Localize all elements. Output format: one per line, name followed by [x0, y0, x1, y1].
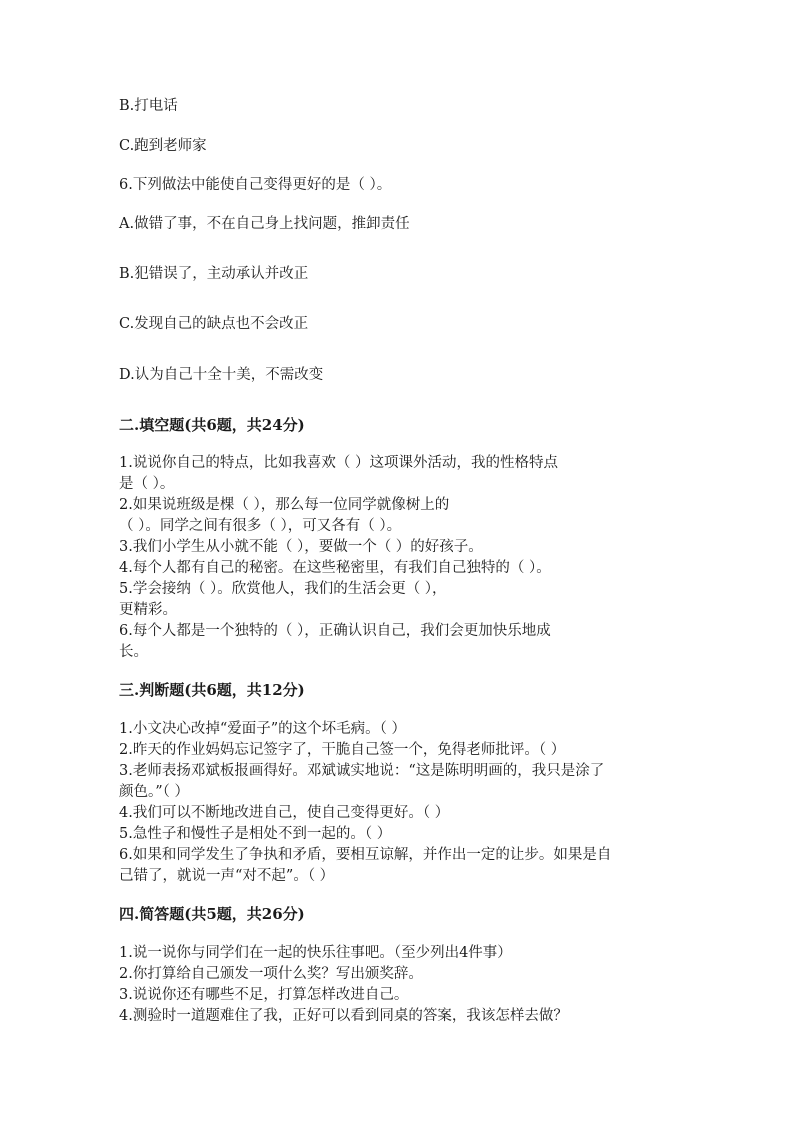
section-4-heading: 四.简答题(共5题，共26分) [119, 905, 305, 923]
s4-line: 1.说一说你与同学们在一起的快乐往事吧。（至少列出4件事） [119, 945, 512, 961]
q6-option-c: C.发现自己的缺点也不会改正 [119, 316, 309, 332]
s2-line: 3.我们小学生从小就不能（ ），要做一个（ ）的好孩子。 [119, 539, 483, 555]
s2-line: 1.说说你自己的特点，比如我喜欢（ ）这项课外活动，我的性格特点 [119, 455, 558, 471]
q5-option-b: B.打电话 [119, 98, 178, 114]
s4-line: 4.测验时一道题难住了我，正好可以看到同桌的答案，我该怎样去做？ [119, 1008, 568, 1024]
q6-option-b: B.犯错误了，主动承认并改正 [119, 266, 309, 282]
s3-line: 6.如果和同学发生了争执和矛盾，要相互谅解，并作出一定的让步。如果是自 [119, 847, 612, 863]
s2-line: 是（ ）。 [119, 476, 175, 492]
s3-line: 颜色。”（ ） [119, 784, 190, 800]
s2-line: 6.每个人都是一个独特的（ ），正确认识自己，我们会更加快乐地成 [119, 623, 551, 639]
q5-option-c: C.跑到老师家 [119, 138, 207, 154]
s3-line: 3.老师表扬邓斌板报画得好。邓斌诚实地说：“这是陈明明画的，我只是涂了 [119, 763, 605, 779]
s3-line: 4.我们可以不断地改进自己，使自己变得更好。（ ） [119, 805, 450, 821]
q6-stem: 6.下列做法中能使自己变得更好的是（ ）。 [119, 177, 392, 193]
s4-line: 2.你打算给自己颁发一项什么奖？写出颁奖辞。 [119, 966, 423, 982]
s3-line: 1.小文决心改掉“爱面子”的这个坏毛病。（ ） [119, 721, 407, 737]
q6-option-d: D.认为自己十全十美，不需改变 [119, 367, 324, 383]
s3-line: 5.急性子和慢性子是相处不到一起的。（ ） [119, 826, 392, 842]
s2-line: （ ）。同学之间有很多（ ），可又各有（ ）。 [119, 518, 402, 534]
s2-line: 5.学会接纳（ ）。欣赏他人，我们的生活会更（ ）， [119, 581, 447, 597]
s2-line: 2.如果说班级是棵（ ），那么每一位同学就像树上的 [119, 497, 450, 513]
section-2-heading: 二.填空题(共6题，共24分) [119, 416, 305, 434]
q6-option-a: A.做错了事，不在自己身上找问题，推卸责任 [119, 216, 410, 232]
s2-line: 长。 [119, 644, 148, 660]
s3-line: 己错了，就说一声“对不起”。（ ） [119, 868, 335, 884]
section-3-heading: 三.判断题(共6题，共12分) [119, 681, 305, 699]
s2-line: 更精彩。 [119, 602, 177, 618]
s4-line: 3.说说你还有哪些不足，打算怎样改进自己。 [119, 987, 409, 1003]
s2-line: 4.每个人都有自己的秘密。在这些秘密里，有我们自己独特的（ ）。 [119, 560, 551, 576]
s3-line: 2.昨天的作业妈妈忘记签字了，干脆自己签一个，免得老师批评。（ ） [119, 742, 566, 758]
